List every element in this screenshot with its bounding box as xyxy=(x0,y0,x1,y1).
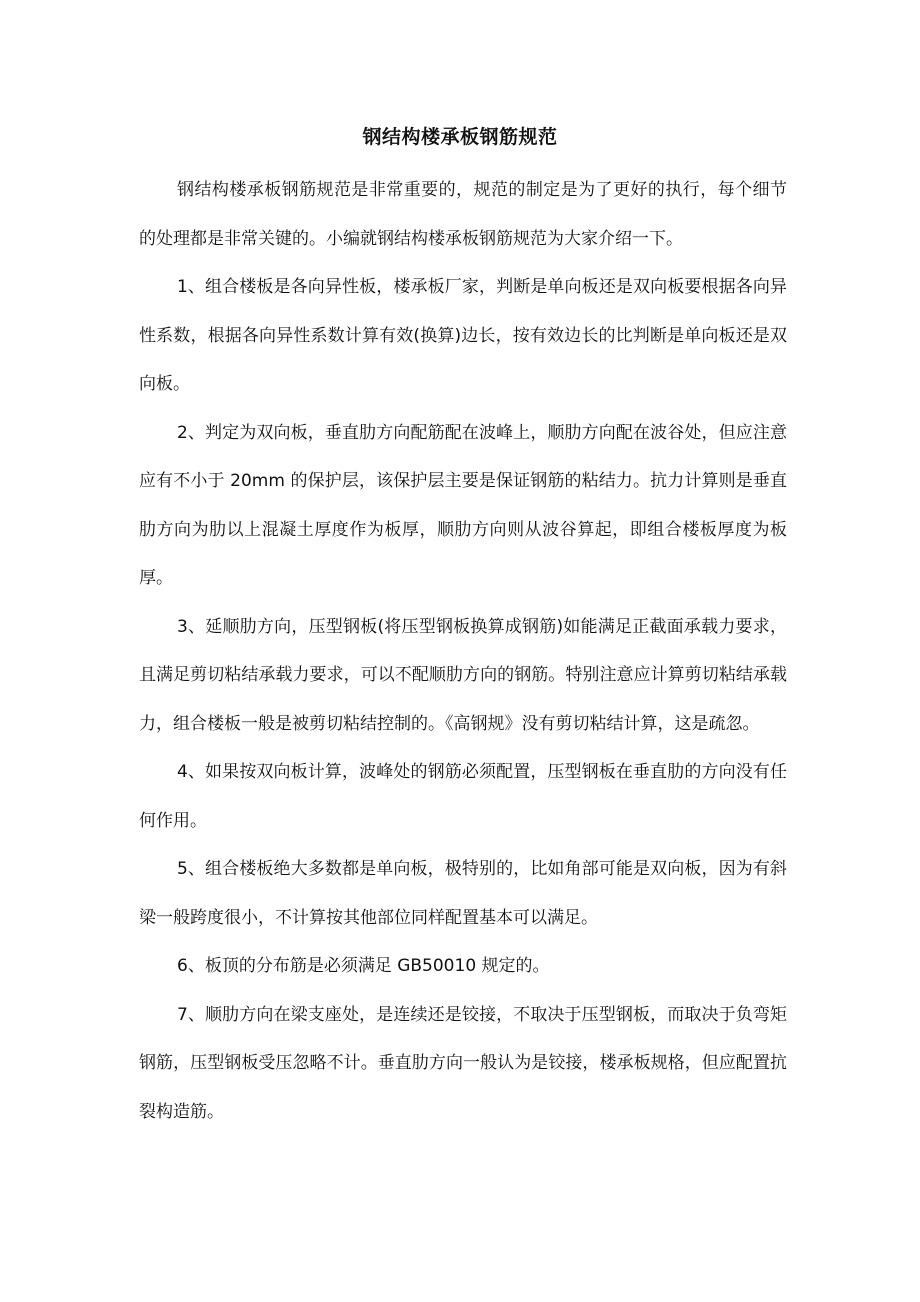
paragraph-item-6: 6、板顶的分布筋是必须满足 GB50010 规定的。 xyxy=(177,956,550,976)
paragraph-item-7: 7、顺肋方向在梁支座处，是连续还是铰接，不取决于压型钢板，而取决于负弯矩钢筋，压型钢板受压忽略不计。垂直肋方向一般认为是铰接，楼承板规格，但应配置抗裂构造筋。 xyxy=(139,1004,787,1122)
paragraph-item-1: 1、组合楼板是各向异性板，楼承板厂家，判断是单向板还是双向板要根据各向异性系数，根据各向异性系数计算有效(换算)边长，按有效边长的比判断是单向板还是双向板。 xyxy=(139,277,787,394)
document-title: 钢结构楼承板钢筋规范 xyxy=(362,126,558,148)
paragraph-item-2: 2、判定为双向板，垂直肋方向配筋配在波峰上，顺肋方向配在波谷处，但应注意应有不小于 20mm 的保护层，该保护层主要是保证钢筋的粘结力。抗力计算则是垂直肋方向为肋以上混凝土厚度作为板厚，顺肋方向则从波谷算起，即组合楼板厚度为板厚。 xyxy=(139,422,787,588)
paragraph-item-4: 4、如果按双向板计算，波峰处的钢筋必须配置，压型钢板在垂直肋的方向没有任何作用。 xyxy=(139,762,787,831)
paragraph-item-3: 3、延顺肋方向，压型钢板(将压型钢板换算成钢筋)如能满足正截面承载力要求，且满足剪切粘结承载力要求，可以不配顺肋方向的钢筋。特别注意应计算剪切粘结承载力，组合楼板一般是被剪切粘结控制的。《高钢规》没有剪切粘结计算，这是疏忽。 xyxy=(139,616,787,734)
document-body xyxy=(139,166,787,1136)
paragraph-item-5: 5、组合楼板绝大多数都是单向板，极特别的，比如角部可能是双向板，因为有斜梁一般跨度很小，不计算按其他部位同样配置基本可以满足。 xyxy=(139,859,787,928)
paragraph-intro: 钢结构楼承板钢筋规范是非常重要的，规范的制定是为了更好的执行，每个细节的处理都是非常关键的。小编就钢结构楼承板钢筋规范为大家介绍一下。 xyxy=(139,180,787,249)
